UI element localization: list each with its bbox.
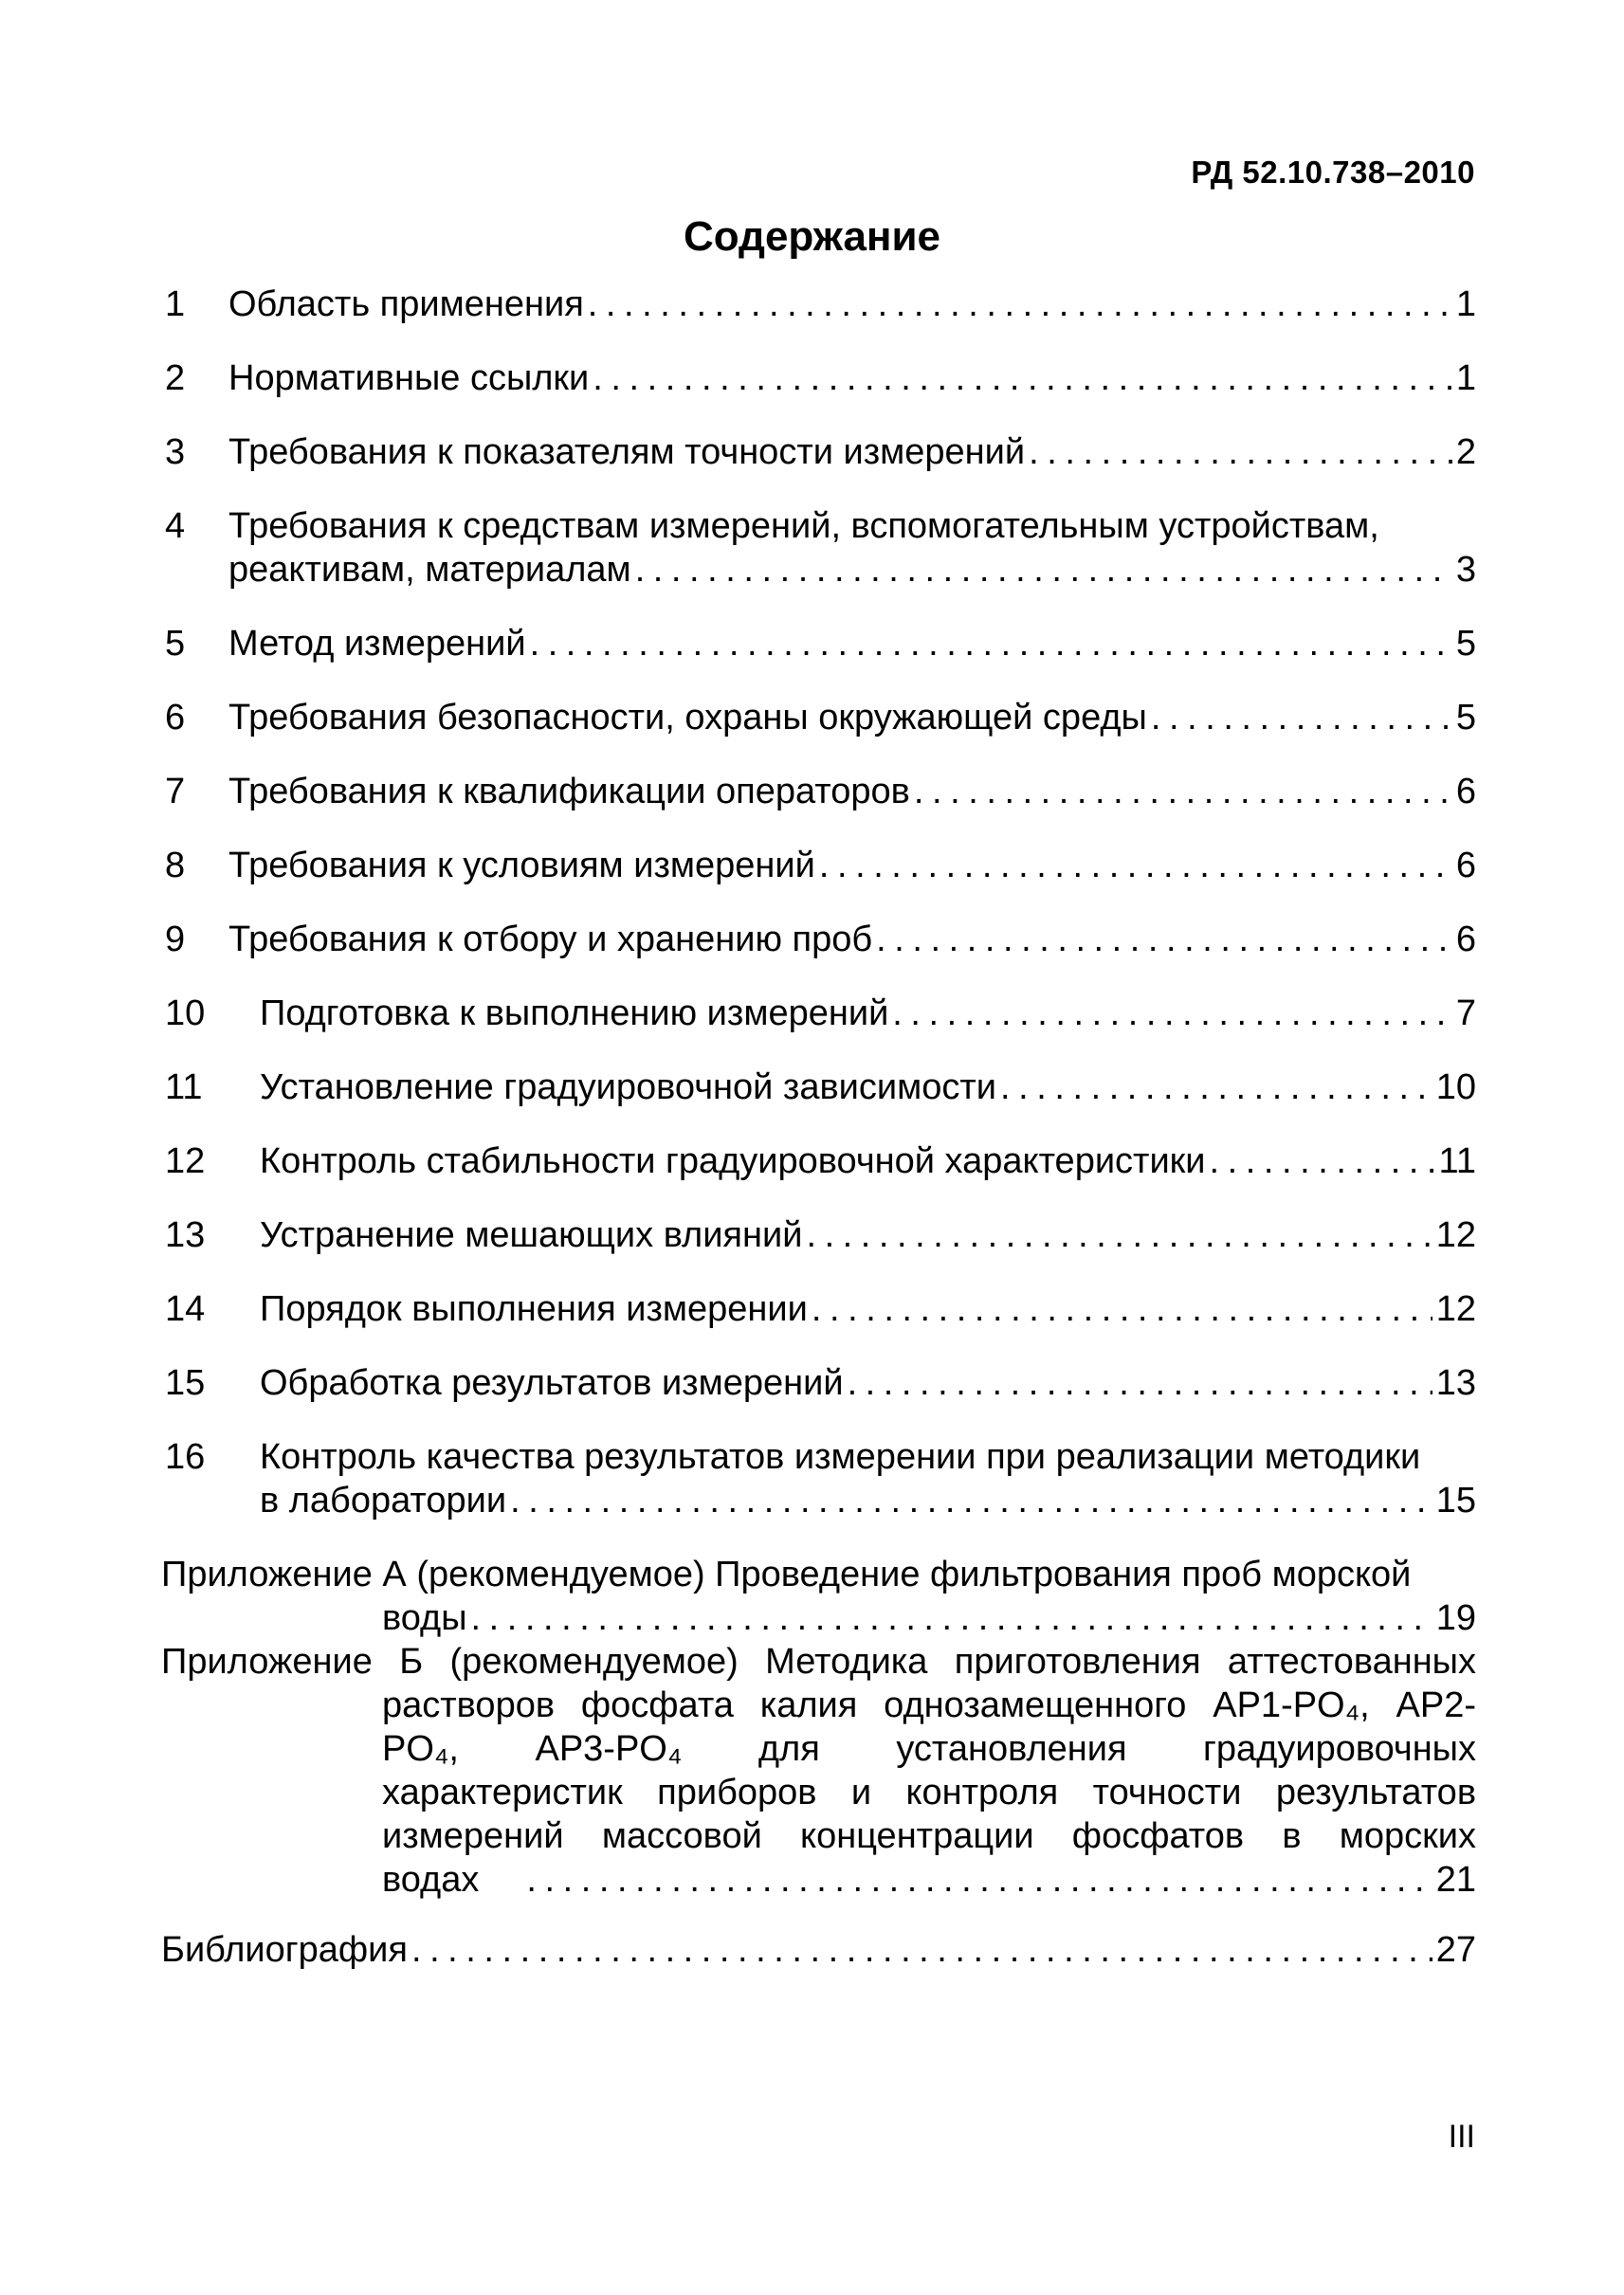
toc-entry-number: 7 bbox=[165, 772, 186, 811]
toc-entry-number: 4 bbox=[165, 506, 186, 546]
toc-bibliography[interactable] bbox=[161, 1928, 1476, 1972]
toc-entry-number: 1 bbox=[165, 284, 186, 324]
toc-entry-number: 6 bbox=[165, 698, 186, 738]
toc-entry-page: 2 bbox=[1455, 432, 1476, 472]
toc-entry-page: 6 bbox=[1455, 772, 1476, 811]
toc-entry-page: 13 bbox=[1435, 1363, 1476, 1403]
toc-entry-11[interactable] bbox=[161, 1066, 1476, 1109]
dot-leader bbox=[635, 548, 1452, 592]
toc-entry-14[interactable] bbox=[161, 1287, 1476, 1331]
toc-entry-title: Порядок выполнения измерении bbox=[260, 1289, 808, 1329]
toc-entry-13[interactable] bbox=[161, 1213, 1476, 1257]
toc-entry-number: 14 bbox=[165, 1289, 206, 1329]
dot-leader bbox=[588, 282, 1452, 326]
toc-entry-page: 10 bbox=[1435, 1067, 1476, 1107]
toc-entry-page: 19 bbox=[1435, 1598, 1476, 1638]
toc-entry-title: Требования к отбору и хранению проб bbox=[228, 920, 873, 959]
toc-entry-title: Метод измерений bbox=[228, 624, 526, 664]
appendix-b-title-continued: PO₄, АР3-PO₄ для установления градуировочных bbox=[382, 1729, 1476, 1769]
dot-leader bbox=[876, 918, 1452, 961]
dot-leader bbox=[1029, 430, 1452, 474]
dot-leader bbox=[819, 844, 1452, 887]
toc-entry-title: Требования к условиям измерений bbox=[228, 846, 815, 885]
appendix-b-title-continued: растворов фосфата калия однозамещенного АР1-PO₄, АР2- bbox=[382, 1685, 1476, 1725]
toc-entry-page: 12 bbox=[1435, 1289, 1476, 1329]
appendix-a-title: Приложение А (рекомендуемое) Проведение фильтрования проб морской bbox=[161, 1555, 1412, 1594]
toc-entry-number: 10 bbox=[165, 993, 206, 1033]
appendix-b-title-continued: измерений массовой концентрации фосфатов в морских bbox=[382, 1816, 1476, 1856]
appendix-b-title: Приложение Б (рекомендуемое) Методика приготовления аттестованных bbox=[161, 1642, 1476, 1682]
toc-entry-title-continued: реактивам, материалам bbox=[228, 550, 631, 590]
toc-entry-title: Подготовка к выполнению измерений bbox=[260, 993, 889, 1033]
toc-entry-page: 12 bbox=[1435, 1215, 1476, 1255]
toc-entry-page: 5 bbox=[1455, 698, 1476, 738]
toc-entry-title: Контроль качества результатов измерении при реализации методики bbox=[260, 1437, 1421, 1477]
dot-leader bbox=[1000, 1066, 1432, 1109]
toc-entry-title: Обработка результатов измерений bbox=[260, 1363, 844, 1403]
toc-entry-page: 1 bbox=[1455, 284, 1476, 324]
toc-entry-title: Установление градуировочной зависимости bbox=[260, 1067, 996, 1107]
toc-entry-title: Требования к показателям точности измерений bbox=[228, 432, 1026, 472]
toc-entry-number: 11 bbox=[165, 1067, 203, 1107]
toc-entry-title: Область применения bbox=[228, 284, 584, 324]
dot-leader bbox=[806, 1213, 1432, 1257]
dot-leader bbox=[526, 1858, 1432, 1902]
toc-entry-number: 8 bbox=[165, 846, 186, 885]
toc-entry-6[interactable] bbox=[161, 696, 1476, 739]
dot-leader bbox=[914, 770, 1452, 813]
toc-entry-5[interactable] bbox=[161, 622, 1476, 665]
toc-entry-page: 27 bbox=[1435, 1930, 1476, 1970]
toc-entry-1[interactable] bbox=[161, 282, 1476, 326]
toc-entry-4[interactable] bbox=[161, 504, 1476, 592]
dot-leader bbox=[812, 1287, 1432, 1331]
toc-entry-title: Нормативные ссылки bbox=[228, 358, 590, 398]
toc-appendix-b[interactable] bbox=[161, 1640, 1476, 1902]
table-of-contents bbox=[161, 282, 1476, 1972]
toc-entry-page: 6 bbox=[1455, 846, 1476, 885]
toc-entry-page: 6 bbox=[1455, 920, 1476, 959]
toc-entry-page: 21 bbox=[1435, 1860, 1476, 1900]
bibliography-title: Библиография bbox=[161, 1930, 408, 1970]
toc-entry-page: 1 bbox=[1455, 358, 1476, 398]
toc-entry-number: 9 bbox=[165, 920, 186, 959]
dot-leader bbox=[1151, 696, 1452, 739]
toc-entry-10[interactable] bbox=[161, 992, 1476, 1035]
toc-entry-page: 7 bbox=[1455, 993, 1476, 1033]
dot-leader bbox=[1210, 1139, 1435, 1183]
toc-entry-number: 5 bbox=[165, 624, 186, 664]
toc-entry-9[interactable] bbox=[161, 918, 1476, 961]
toc-entry-number: 3 bbox=[165, 432, 186, 472]
toc-entry-title: Требования безопасности, охраны окружающей среды bbox=[228, 698, 1147, 738]
dot-leader bbox=[848, 1361, 1432, 1405]
toc-appendix-a[interactable] bbox=[161, 1553, 1476, 1640]
dot-leader bbox=[530, 622, 1452, 665]
toc-entry-2[interactable] bbox=[161, 356, 1476, 400]
page-number: III bbox=[1448, 2119, 1475, 2155]
dot-leader bbox=[411, 1928, 1432, 1972]
toc-entry-8[interactable] bbox=[161, 844, 1476, 887]
toc-entry-number: 2 bbox=[165, 358, 186, 398]
dot-leader bbox=[892, 992, 1452, 1035]
dot-leader bbox=[471, 1596, 1432, 1640]
appendix-b-title-continued: водах bbox=[382, 1860, 480, 1900]
toc-entry-number: 16 bbox=[165, 1437, 206, 1477]
toc-entry-7[interactable] bbox=[161, 770, 1476, 813]
toc-entry-page: 5 bbox=[1455, 624, 1476, 664]
toc-entry-title: Требования к средствам измерений, вспомогательным устройствам, bbox=[228, 506, 1379, 546]
toc-entry-16[interactable] bbox=[161, 1435, 1476, 1522]
page-title: Содержание bbox=[683, 213, 941, 260]
toc-entry-number: 15 bbox=[165, 1363, 206, 1403]
dot-leader bbox=[510, 1479, 1432, 1522]
toc-entry-page: 11 bbox=[1438, 1141, 1476, 1181]
toc-entry-title: Устранение мешающих влияний bbox=[260, 1215, 803, 1255]
toc-entry-number: 13 bbox=[165, 1215, 206, 1255]
appendix-a-title-continued: воды bbox=[382, 1598, 467, 1638]
toc-entry-12[interactable] bbox=[161, 1139, 1476, 1183]
toc-entry-page: 15 bbox=[1435, 1481, 1476, 1521]
toc-entry-title-continued: в лаборатории bbox=[260, 1481, 507, 1521]
toc-entry-number: 12 bbox=[165, 1141, 206, 1181]
toc-entry-15[interactable] bbox=[161, 1361, 1476, 1405]
toc-entry-title: Требования к квалификации операторов bbox=[228, 772, 910, 811]
document-code: РД 52.10.738–2010 bbox=[1191, 155, 1475, 190]
appendix-b-title-continued: характеристик приборов и контроля точности результатов bbox=[382, 1773, 1476, 1812]
toc-entry-title: Контроль стабильности градуировочной характеристики bbox=[260, 1141, 1206, 1181]
dot-leader bbox=[593, 356, 1452, 400]
toc-entry-page: 3 bbox=[1455, 550, 1476, 590]
toc-entry-3[interactable] bbox=[161, 430, 1476, 474]
